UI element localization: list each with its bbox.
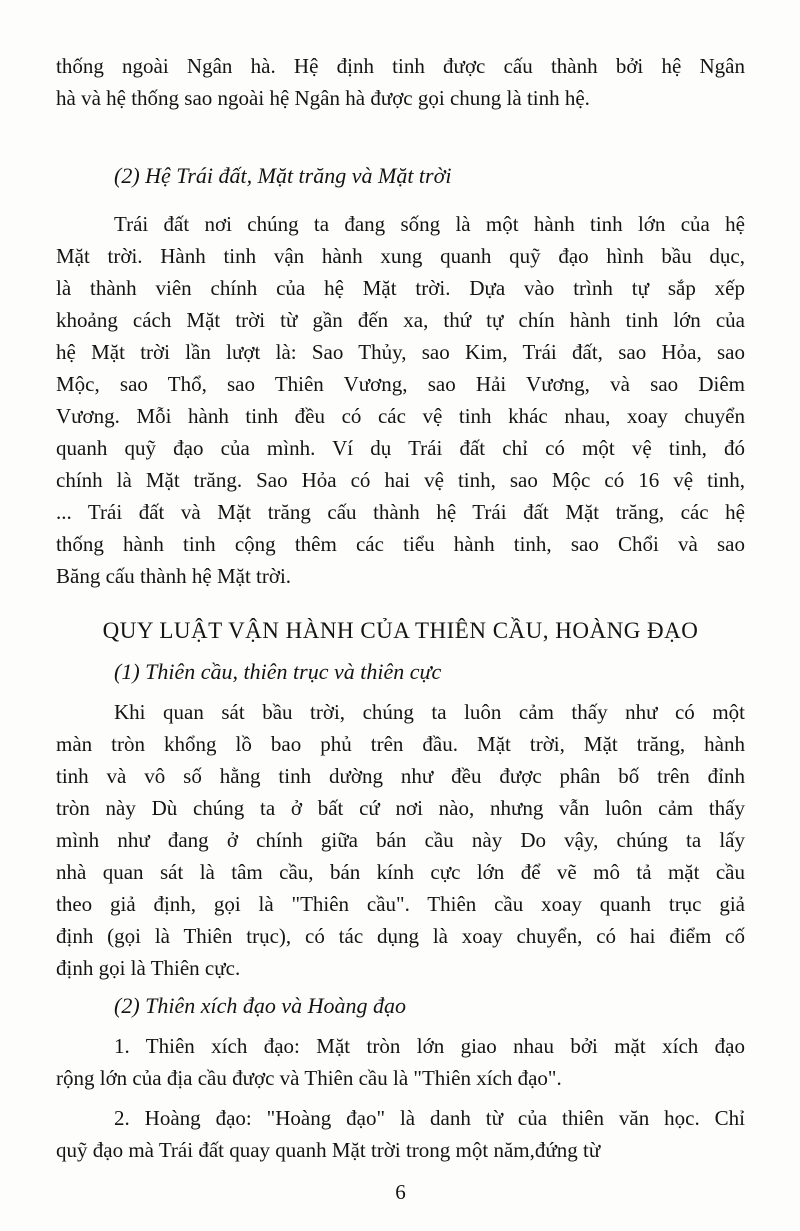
text-line: thống ngoài Ngân hà. Hệ định tinh được cấu thành bởi hệ Ngân [56, 54, 745, 78]
paragraph-celestial-equator [56, 1030, 745, 1094]
paragraph-solar-system [56, 208, 745, 592]
text-line: 1. Thiên xích đạo: Mặt tròn lớn giao nhau bởi mặt xích đạo [114, 1034, 745, 1058]
heading-equator-ecliptic: (2) Thiên xích đạo và Hoàng đạo [114, 993, 407, 1018]
heading-earth-moon-sun: (2) Hệ Trái đất, Mặt trăng và Mặt trời [114, 163, 452, 188]
text-line: hà và hệ thống sao ngoài hệ Ngân hà được gọi chung là tinh hệ. [56, 86, 590, 110]
text-line: Băng cấu thành hệ Mặt trời. [56, 564, 292, 588]
text-line: Trái đất nơi chúng ta đang sống là một hành tinh lớn của hệ [114, 212, 745, 236]
text-line: định (gọi là Thiên trục), có tác dụng là xoay chuyển, có hai điểm cố [56, 924, 745, 948]
text-line: Mặt trời. Hành tinh vận hành xung quanh quỹ đạo hình bầu dục, [56, 244, 745, 268]
text-line: mình như đang ở chính giữa bán cầu này Do vậy, chúng ta lấy [56, 828, 745, 852]
text-line: rộng lớn của địa cầu được và Thiên cầu là "Thiên xích đạo". [56, 1066, 562, 1090]
text-line: màn tròn khổng lồ bao phủ trên đầu. Mặt trời, Mặt trăng, hành [56, 732, 745, 756]
text-line: theo giả định, gọi là "Thiên cầu". Thiên cầu xoay quanh trục giả [56, 892, 745, 916]
paragraph-star-systems-continuation [56, 50, 745, 114]
paragraph-ecliptic [56, 1102, 745, 1166]
text-line: Vương. Mỗi hành tinh đều có các vệ tinh khác nhau, xoay chuyển [56, 404, 745, 428]
text-line: nhà quan sát là tâm cầu, bán kính cực lớn để vẽ mô tả mặt cầu [56, 860, 745, 884]
text-line: tinh và vô số hằng tinh dường như đều được phân bố trên đỉnh [56, 764, 745, 788]
text-line: 2. Hoàng đạo: "Hoàng đạo" là danh từ của thiên văn học. Chỉ [114, 1106, 745, 1130]
text-line: quỹ đạo mà Trái đất quay quanh Mặt trời trong một năm,đứng từ [56, 1138, 601, 1162]
text-line: ... Trái đất và Mặt trăng cấu thành hệ Trái đất Mặt trăng, các hệ [56, 500, 745, 524]
text-line: định gọi là Thiên cực. [56, 956, 241, 980]
text-line: tròn này Dù chúng ta ở bất cứ nơi nào, nhưng vẫn luôn cảm thấy [56, 796, 745, 820]
heading-sphere-axis-pole: (1) Thiên cầu, thiên trục và thiên cực [114, 659, 442, 684]
text-line: Khi quan sát bầu trời, chúng ta luôn cảm thấy như có một [114, 700, 745, 724]
text-line: thống hành tinh cộng thêm các tiểu hành tinh, sao Chổi và sao [56, 532, 745, 556]
text-line: hệ Mặt trời lần lượt là: Sao Thủy, sao Kim, Trái đất, sao Hỏa, sao [56, 340, 745, 364]
text-line: quanh quỹ đạo của mình. Ví dụ Trái đất chỉ có một vệ tinh, đó [56, 436, 745, 460]
section-heading-celestial-sphere-ecliptic: QUY LUẬT VẬN HÀNH CỦA THIÊN CẦU, HOÀNG ĐẠO [102, 618, 699, 643]
text-line: chính là Mặt trăng. Sao Hỏa có hai vệ tinh, sao Mộc có 16 vệ tinh, [56, 468, 745, 492]
page-number: 6 [395, 1180, 406, 1204]
text-line: Mộc, sao Thổ, sao Thiên Vương, sao Hải Vương, và sao Diêm [56, 372, 745, 396]
text-line: là thành viên chính của hệ Mặt trời. Dựa vào trình tự sắp xếp [56, 276, 745, 300]
paragraph-celestial-sphere [56, 696, 745, 984]
text-line: khoảng cách Mặt trời từ gần đến xa, thứ tự chín hành tinh lớn của [56, 308, 745, 332]
